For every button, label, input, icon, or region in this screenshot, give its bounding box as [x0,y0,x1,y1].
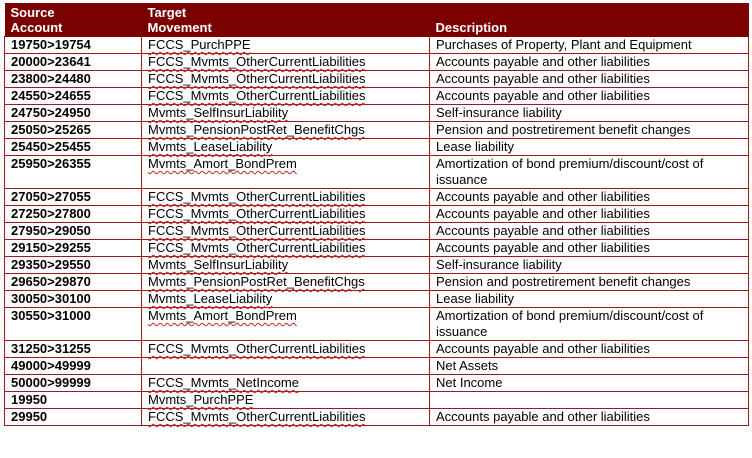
target-movement-text: FCCS_Mvmts_OtherCurrentLiabilities [148,409,366,424]
header-target-line2: Movement [147,20,212,35]
table-row [5,156,749,189]
target-movement-cell [142,206,430,223]
target-movement-text: Mvmts_PensionPostRet_BenefitChgs [148,122,365,137]
source-account-cell: 24550>24655 [5,88,142,105]
target-movement-text: FCCS_Mvmts_OtherCurrentLiabilities [148,54,366,69]
table-row [5,139,749,156]
target-movement-text: FCCS_PurchPPE [148,37,251,52]
table-row [5,358,749,375]
target-movement-cell [142,156,430,189]
description-cell: Accounts payable and other liabilities [430,223,749,240]
source-account-cell: 25050>25265 [5,122,142,139]
target-movement-cell [142,392,430,409]
source-account-cell: 30050>30100 [5,291,142,308]
source-account-cell: 27950>29050 [5,223,142,240]
source-account-cell: 30550>31000 [5,308,142,341]
target-movement-cell [142,257,430,274]
table-row [5,54,749,71]
target-movement-cell [142,358,430,375]
description-cell: Lease liability [430,139,749,156]
source-account-cell: 20000>23641 [5,54,142,71]
table-header [5,3,749,37]
source-account-cell: 24750>24950 [5,105,142,122]
account-mapping-table [4,3,749,426]
table-row [5,71,749,88]
source-account-cell: 25950>26355 [5,156,142,189]
target-movement-cell [142,139,430,156]
table-row [5,240,749,257]
target-movement-text: Mvmts_PurchPPE [148,392,254,407]
table-row [5,105,749,122]
description-cell: Accounts payable and other liabilities [430,54,749,71]
target-movement-cell [142,291,430,308]
target-movement-text: FCCS_Mvmts_OtherCurrentLiabilities [148,189,366,204]
table-row [5,274,749,291]
target-movement-cell [142,240,430,257]
source-account-cell: 29650>29870 [5,274,142,291]
target-movement-cell [142,122,430,139]
table-row [5,291,749,308]
target-movement-text: Mvmts_LeaseLiability [148,291,273,306]
table-row [5,122,749,139]
source-account-cell: 29350>29550 [5,257,142,274]
target-movement-cell [142,375,430,392]
target-movement-text: FCCS_Mvmts_OtherCurrentLiabilities [148,341,366,356]
header-description: Description [430,3,749,37]
description-cell: Pension and postretirement benefit changes [430,122,749,139]
description-cell: Accounts payable and other liabilities [430,240,749,257]
target-movement-text: FCCS_Mvmts_OtherCurrentLiabilities [148,206,366,221]
header-row [5,3,749,37]
source-account-cell: 29950 [5,409,142,426]
source-account-cell: 19950 [5,392,142,409]
source-account-cell: 25450>25455 [5,139,142,156]
target-movement-text: Mvmts_SelfInsurLiability [148,105,289,120]
table-row [5,375,749,392]
description-cell: Self-insurance liability [430,105,749,122]
target-movement-cell [142,189,430,206]
table-row [5,189,749,206]
description-cell: Net Assets [430,358,749,375]
table-row [5,409,749,426]
source-account-cell: 27050>27055 [5,189,142,206]
table-row [5,223,749,240]
table-body [5,37,749,426]
description-cell: Accounts payable and other liabilities [430,189,749,206]
target-movement-text: FCCS_Mvmts_OtherCurrentLiabilities [148,240,366,255]
table-row [5,392,749,409]
description-cell: Net Income [430,375,749,392]
target-movement-text: Mvmts_Amort_BondPrem [148,308,297,323]
source-account-cell: 23800>24480 [5,71,142,88]
description-cell: Amortization of bond premium/discount/cost of issuance [430,156,749,189]
table-row [5,341,749,358]
source-account-cell: 50000>99999 [5,375,142,392]
source-account-cell: 29150>29255 [5,240,142,257]
target-movement-cell [142,223,430,240]
target-movement-cell [142,71,430,88]
description-cell: Self-insurance liability [430,257,749,274]
target-movement-cell [142,54,430,71]
target-movement-cell [142,409,430,426]
target-movement-text: FCCS_Mvmts_OtherCurrentLiabilities [148,223,366,238]
target-movement-cell [142,274,430,291]
target-movement-text: FCCS_Mvmts_NetIncome [148,375,299,390]
target-movement-text: FCCS_Mvmts_OtherCurrentLiabilities [148,88,366,103]
target-movement-cell [142,37,430,54]
description-cell: Accounts payable and other liabilities [430,206,749,223]
header-target-movement [142,3,430,37]
description-cell: Accounts payable and other liabilities [430,71,749,88]
header-source-account [5,3,142,37]
description-cell: Purchases of Property, Plant and Equipment [430,37,749,54]
description-cell: Accounts payable and other liabilities [430,88,749,105]
target-movement-text: FCCS_Mvmts_OtherCurrentLiabilities [148,71,366,86]
target-movement-cell [142,88,430,105]
target-movement-cell [142,308,430,341]
table-row [5,206,749,223]
target-movement-text: Mvmts_Amort_BondPrem [148,156,297,171]
source-account-cell: 27250>27800 [5,206,142,223]
source-account-cell: 19750>19754 [5,37,142,54]
header-target-line1: Target [147,5,187,20]
header-source-line2: Account [10,20,63,35]
description-cell: Accounts payable and other liabilities [430,409,749,426]
description-cell [430,392,749,409]
table-row [5,37,749,54]
target-movement-cell [142,341,430,358]
description-cell: Amortization of bond premium/discount/cost of issuance [430,308,749,341]
table-row [5,88,749,105]
target-movement-text: Mvmts_LeaseLiability [148,139,273,154]
description-cell: Lease liability [430,291,749,308]
target-movement-text: Mvmts_PensionPostRet_BenefitChgs [148,274,365,289]
table-row [5,308,749,341]
target-movement-text: Mvmts_SelfInsurLiability [148,257,289,272]
target-movement-cell [142,105,430,122]
table-row [5,257,749,274]
description-cell: Accounts payable and other liabilities [430,341,749,358]
source-account-cell: 31250>31255 [5,341,142,358]
source-account-cell: 49000>49999 [5,358,142,375]
header-source-line1: Source [10,5,55,20]
description-cell: Pension and postretirement benefit changes [430,274,749,291]
